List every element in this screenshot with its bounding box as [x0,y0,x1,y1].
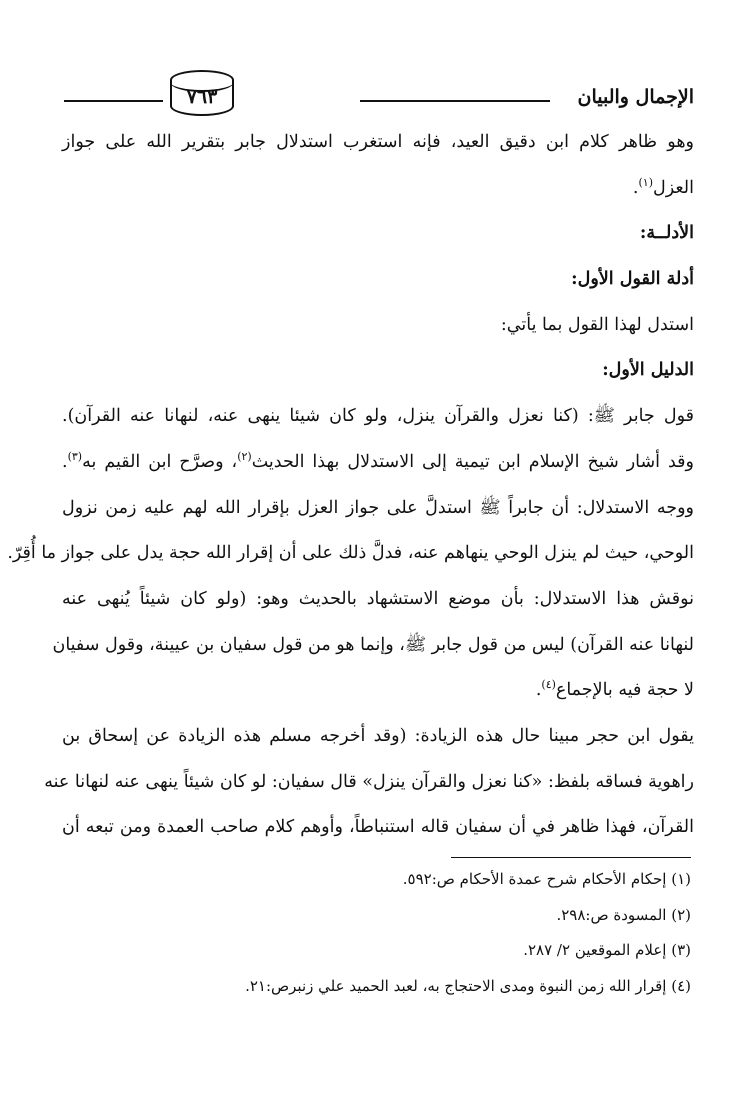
text-line: راهوية فساقه بلفظ: «كنا نعزل والقرآن ينزل» قال سفيان: لو كان شيئاً ينهى عنه لنهانا عنه [44,771,694,792]
text-line: وقد أشار شيخ الإسلام ابن تيمية إلى الاستدلال بهذا الحديث$^{(٢)}$، وصرَّح ابن القيم به$^{(٣)}$. [62,449,694,472]
footnote-separator [451,857,691,858]
text-line: العزل$^{(١)}$. [632,175,694,198]
page-number-box [170,70,234,116]
text-line: قول جابر ﷺ: (كنا نعزل والقرآن ينزل، ولو كان شيئا ينهى عنه، لنهانا عنه القرآن). [62,406,694,427]
text-line: يقول ابن حجر مبينا حال هذه الزيادة: (وقد أخرجه مسلم هذه الزيادة عن إسحاق بن [62,725,694,746]
footnote: (١) إحكام الأحكام شرح عمدة الأحكام ص:٥٩٢. [402,870,691,888]
page-number: ٧٦٣ [186,86,218,108]
header-rule-right [360,100,550,102]
footnote: (٣) إعلام الموقعين ٢/ ٢٨٧. [523,941,691,959]
section-heading: أدلة القول الأول: [571,269,694,290]
header-title: الإجمال والبيان [577,86,694,108]
footnotes [59,862,691,1004]
text-line: الوحي، حيث لم ينزل الوحي ينهاهم عنه، فدلَّ ذلك على أن إقرار الله حجة يدل على جواز ما أُقِرّ. [7,543,694,564]
section-heading: الدليل الأول: [602,360,694,381]
footnote: (٢) المسودة ص:٢٩٨. [556,905,691,924]
text-line: وهو ظاهر كلام ابن دقيق العيد، فإنه استغرب استدلال جابر بتقرير الله على جواز [62,132,694,152]
text-line: نوقش هذا الاستدلال: بأن موضع الاستشهاد بالحديث وهو: (ولو كان شيئاً يُنهى عنه [62,588,694,609]
text-line: لا حجة فيه بالإجماع$^{(٤)}$. [535,678,694,701]
body-text [7,120,694,851]
text-line: لنهانا عنه القرآن) ليس من قول جابر ﷺ، وإنما هو من قول سفيان بن عيينة، وقول سفيان [52,634,694,655]
header-rule-left [64,100,163,102]
text-line: استدل لهذا القول بما يأتي: [500,314,694,335]
section-heading: الأدلــة: [639,223,694,244]
text-line: ووجه الاستدلال: أن جابراً ﷺ استدلَّ على جواز العزل بإقرار الله لهم عليه زمن نزول [62,497,694,518]
text-line: القرآن، فهذا ظاهر في أن سفيان قاله استنباطاً، وأوهم كلام صاحب العمدة ومن تبعه أن [62,817,694,838]
running-header [64,68,694,118]
footnote: (٤) إقرار الله زمن النبوة ومدى الاحتجاج به، لعبد الحميد علي زنبرص:٢١. [245,976,691,995]
